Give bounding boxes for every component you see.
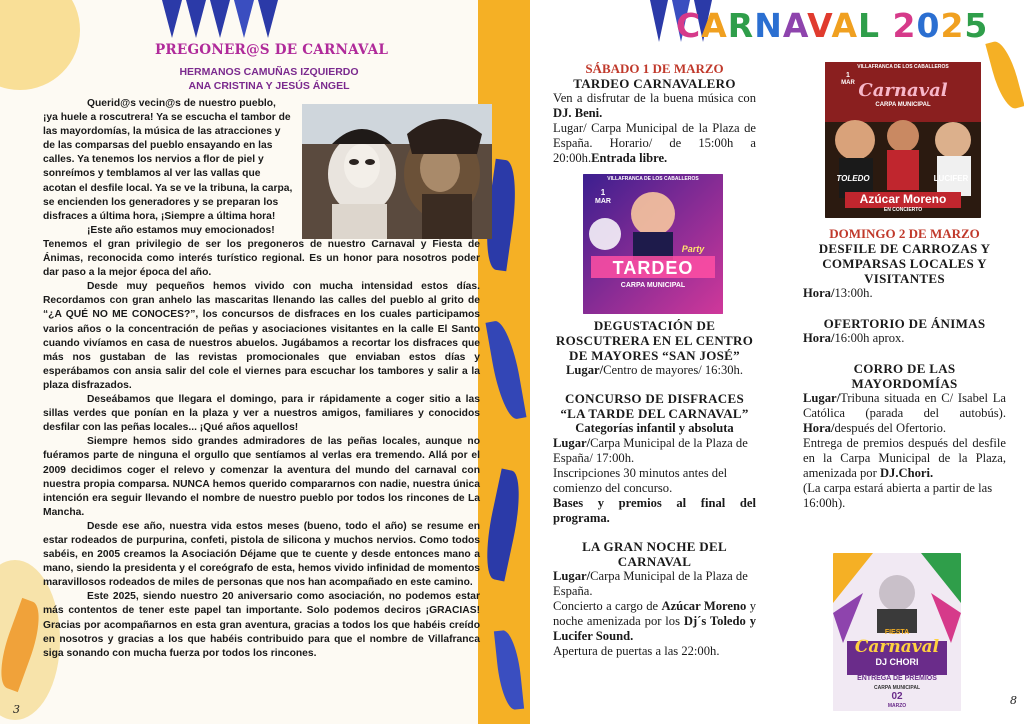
event-text (553, 91, 756, 121)
page-number-right: 8 (1010, 694, 1017, 707)
event-text (553, 569, 756, 599)
decor-blue-triangle (186, 0, 206, 38)
poster-town: VILLAFRANCA DE LOS CABALLEROS (857, 64, 949, 70)
degustacion-place: Centro de mayores/ 16:30h. (603, 363, 743, 377)
decor-yellow-blob (0, 0, 80, 90)
article-line: las mayordomías, la música de las atracciones y (43, 126, 281, 138)
poster-day: 02 (891, 691, 903, 702)
desfile-time: 13:00h. (834, 286, 873, 300)
corro-awards: Entrega de premios después del desfile en la Carpa Municipal de la Plaza, amenizada por (803, 436, 1006, 480)
ofertorio-time: 16:00h aprox. (834, 331, 905, 345)
noche-text: y noche amenizada por los (553, 599, 756, 628)
date-sunday: DOMINGO 2 DE MARZO (829, 226, 980, 241)
article-intro (43, 97, 297, 238)
poster-dj: DJ CHORI (875, 657, 919, 667)
article-line: de las comparsas del pueblo ensayando en las (43, 140, 273, 152)
concurso-categories: Categorías infantil y absoluta (575, 421, 734, 435)
lugar-label: Lugar/ (566, 363, 604, 377)
corro-place: Tribuna situada en C/ Isabel La Católica (parada del autobús). (803, 391, 1006, 420)
program-column-1b (553, 318, 756, 659)
poster-dj-chori (833, 553, 961, 711)
concurso-bases: Bases y premios al final del programa. (553, 496, 756, 525)
noche-artist: Azúcar Moreno (661, 599, 747, 613)
noche-opening: Apertura de puertas a las 22:00h. (553, 644, 720, 658)
corro-time: después del Ofertorio. (834, 421, 947, 435)
poster-day: 1 (600, 188, 606, 197)
lugar-label: Lugar/ (553, 436, 591, 450)
program-column-1 (553, 61, 756, 166)
article-paragraph: Este 2025, siendo nuestro 20 aniversario como asociación, no podemos estar más contentos de tener este papel tan importante. Solo podemos deciros ¡GRACIAS! Gracias por acompañarnos en esta gran aventura, gracias a todos los que habéis creído en nosotros y gracias a los que habéis contribuido para que el nombre de Villafranca siga sonando con mucha fuerza por todos los rincones. (43, 591, 480, 659)
event-title-concurso: CONCURSO DE DISFRACES “LA TARDE DEL CARNAVAL” (560, 391, 749, 421)
poster-band: Azúcar Moreno (859, 192, 947, 206)
lugar-label: Lugar/ (553, 569, 591, 583)
decor-leaf (985, 38, 1024, 111)
carnival-photo (302, 104, 492, 239)
author-line-2: ANA CRISTINA Y JESÚS ÁNGEL (188, 80, 350, 92)
poster-sub: ENTREGA DE PREMIOS (857, 675, 937, 682)
date-saturday: SÁBADO 1 DE MARZO (585, 61, 724, 76)
noche-place: Carpa Municipal de la Plaza de España. (553, 569, 748, 598)
program-column-2 (803, 226, 1006, 511)
author-line-1: HERMANOS CAMUÑAS IZQUIERDO (179, 66, 359, 78)
page-number-left: 3 (13, 703, 20, 716)
section-header: CARNAVAL 2025 (676, 6, 989, 45)
article-paragraph: Desde ese año, nuestra vida estos meses (bueno, todo el año) se resume en estar rodeados de purpurina, confeti, pistola de silicona y muchos nervios. Como todos sabéis, en 2005 creamos la Asociación Déjame que te cuente y desde entonces mano a mano, siendo la presidenta y el coreógrafo de esta, hemos vivido infinidad de momentos maravillosos rodeados de miles de personas que nos han acompañado en este camino. (43, 520, 480, 589)
corro-note: (La carpa estará abierta a partir de las 16:00h). (803, 481, 993, 510)
poster-word: Carnaval (858, 80, 948, 101)
tardeo-place: Lugar/ Carpa Municipal de la Plaza de España. Horario/ de 15:00h a 20:00h. (553, 121, 756, 165)
tardeo-desc: Ven a disfrutar de la buena música con (553, 91, 756, 105)
event-text (803, 331, 1006, 346)
poster-azucar-moreno (825, 62, 981, 218)
event-text (553, 121, 756, 166)
decor-blue-triangle (650, 0, 668, 42)
event-title-desfile: DESFILE DE CARROZAS Y COMPARSAS LOCALES Y VISITANTES (818, 241, 991, 286)
corro-dj: DJ.Chori. (879, 466, 934, 480)
article-line: Querid@s vecin@s de nuestro pueblo, (87, 98, 276, 109)
decor-blue-triangle (210, 0, 230, 38)
poster-town: VILLAFRANCA DE LOS CABALLEROS (607, 176, 699, 182)
article-paragraph: Siempre hemos sido grandes admiradores de las peñas locales, aunque no fuéramos parte de ninguna el orgullo que sentíamos al verlas era tremendo. Allá por el 2009 decidimos coger el relevo y comenzar la aventura del mundo del carnaval con nuestra propia comparsa. NUNCA hemos querido compararnos con nadie, nuestra única intención era seguir llevando el nombre de nuestro pueblo por todos los rincones de La Mancha. (43, 436, 480, 518)
poster-word: TARDEO (612, 258, 694, 278)
article-line: ¡ya huele a roscutrera! Ya se escucha el tambor de (43, 112, 291, 124)
poster-place: CARPA MUNICIPAL (875, 102, 931, 108)
event-title-tardeo: TARDEO CARNAVALERO (573, 76, 736, 91)
event-title-corro: CORRO DE LAS MAYORDOMÍAS (851, 361, 958, 391)
article-line: ¡Este año estamos muy emocionados! (87, 224, 275, 236)
tardeo-free: Entrada libre. (591, 151, 668, 165)
article-line: se encienden los generadores y se preparan los (43, 196, 279, 208)
tardeo-dj: DJ. Beni. (553, 106, 603, 120)
event-text (553, 436, 756, 466)
poster-place: CARPA MUNICIPAL (620, 282, 686, 289)
article-paragraph: Desde muy pequeños hemos vivido con mucha intensidad estos días. Recordamos con gran anhelo las mascaritas llenando las calles del pueblo al grito de “¿A QUÉ NO ME CONOCES?”, los concursos de disfraces en los cuales participamos varios años o la concentración de peñas y asociaciones visitantes en la calle El Santo cuando vivíamos en casa de nuestros abuelos. Jugábamos a recortar los disfraces que más nos gustaban de las revistas promocionales que enviaban estos días y esperábamos con ansia salir del cole el viernes para escuchar los tambores y salir a la plaza disfrazados. (43, 281, 480, 391)
event-text (803, 286, 1006, 301)
decor-blue-triangle (234, 0, 254, 38)
noche-text: Concierto a cargo de (553, 599, 659, 613)
article-line: calles. Ya tenemos los nervios a flor de piel y (43, 154, 264, 166)
poster-dj: LUCIFER (933, 174, 969, 183)
poster-concert: EN CONCIERTO (883, 207, 923, 213)
event-text (553, 599, 756, 644)
lugar-label: Lugar/ (803, 391, 841, 405)
page-title: PREGONER@S DE CARNAVAL (155, 42, 389, 58)
event-text (803, 391, 1006, 436)
event-title-noche: LA GRAN NOCHE DEL CARNAVAL (582, 539, 727, 569)
article-line: acotan el desfile local. Ya se ve la tribuna, la carpa, (43, 182, 293, 194)
poster-tardeo (583, 174, 723, 314)
decor-blue-triangle (258, 0, 278, 38)
decor-blue-triangle (162, 0, 182, 38)
poster-month: MARZO (887, 703, 907, 709)
hora-label: Hora/ (803, 286, 835, 300)
article-line: sonreímos y temblamos al ver las vallas que (43, 168, 261, 180)
noche-djs: Dj´s Toledo y Lucifer Sound. (553, 614, 756, 643)
event-title-ofertorio: OFERTORIO DE ÁNIMAS (823, 316, 986, 331)
event-title-degustacion: DEGUSTACIÓN DE ROSCUTRERA EN EL CENTRO DE MAYORES “SAN JOSÉ” (555, 318, 754, 363)
poster-dj: TOLEDO (836, 174, 870, 183)
concurso-inscriptions: Inscripciones 30 minutos antes del comienzo del concurso. (553, 466, 728, 495)
hora-label: Hora/ (803, 421, 835, 435)
article-line: disfraces a última hora, ¡Siempre a última hora! (43, 210, 276, 222)
article-body (43, 238, 480, 661)
hora-label: Hora/ (803, 331, 835, 345)
poster-month: MAR (841, 80, 855, 86)
article-paragraph: Tenemos el gran privilegio de ser los pregoneros de nuestro Carnaval y Fiesta de Ánimas, reconocida como interés turístico regional. Es un honor para nosotros poder dar paso a la mejor época del año. (43, 239, 480, 279)
article-paragraph: Deseábamos que llegara el domingo, para ir rápidamente a coger sitio a las sillas verdes que ponían en la plaza y ver a nuestros amigos, familiares y conocidos desfilar con las peñas locales... ¡Qué años aquellos! (43, 394, 480, 434)
poster-day: 1 (846, 72, 850, 79)
poster-month: MAR (595, 198, 611, 205)
poster-place: CARPA MUNICIPAL (873, 685, 920, 691)
poster-word: Party (681, 244, 705, 254)
poster-top: FIESTA (884, 629, 910, 636)
concurso-place: Carpa Municipal de la Plaza de España/ 17:00h. (553, 436, 748, 465)
event-text (803, 436, 1006, 481)
poster-word: Carnaval (854, 637, 940, 657)
event-text (553, 363, 756, 378)
